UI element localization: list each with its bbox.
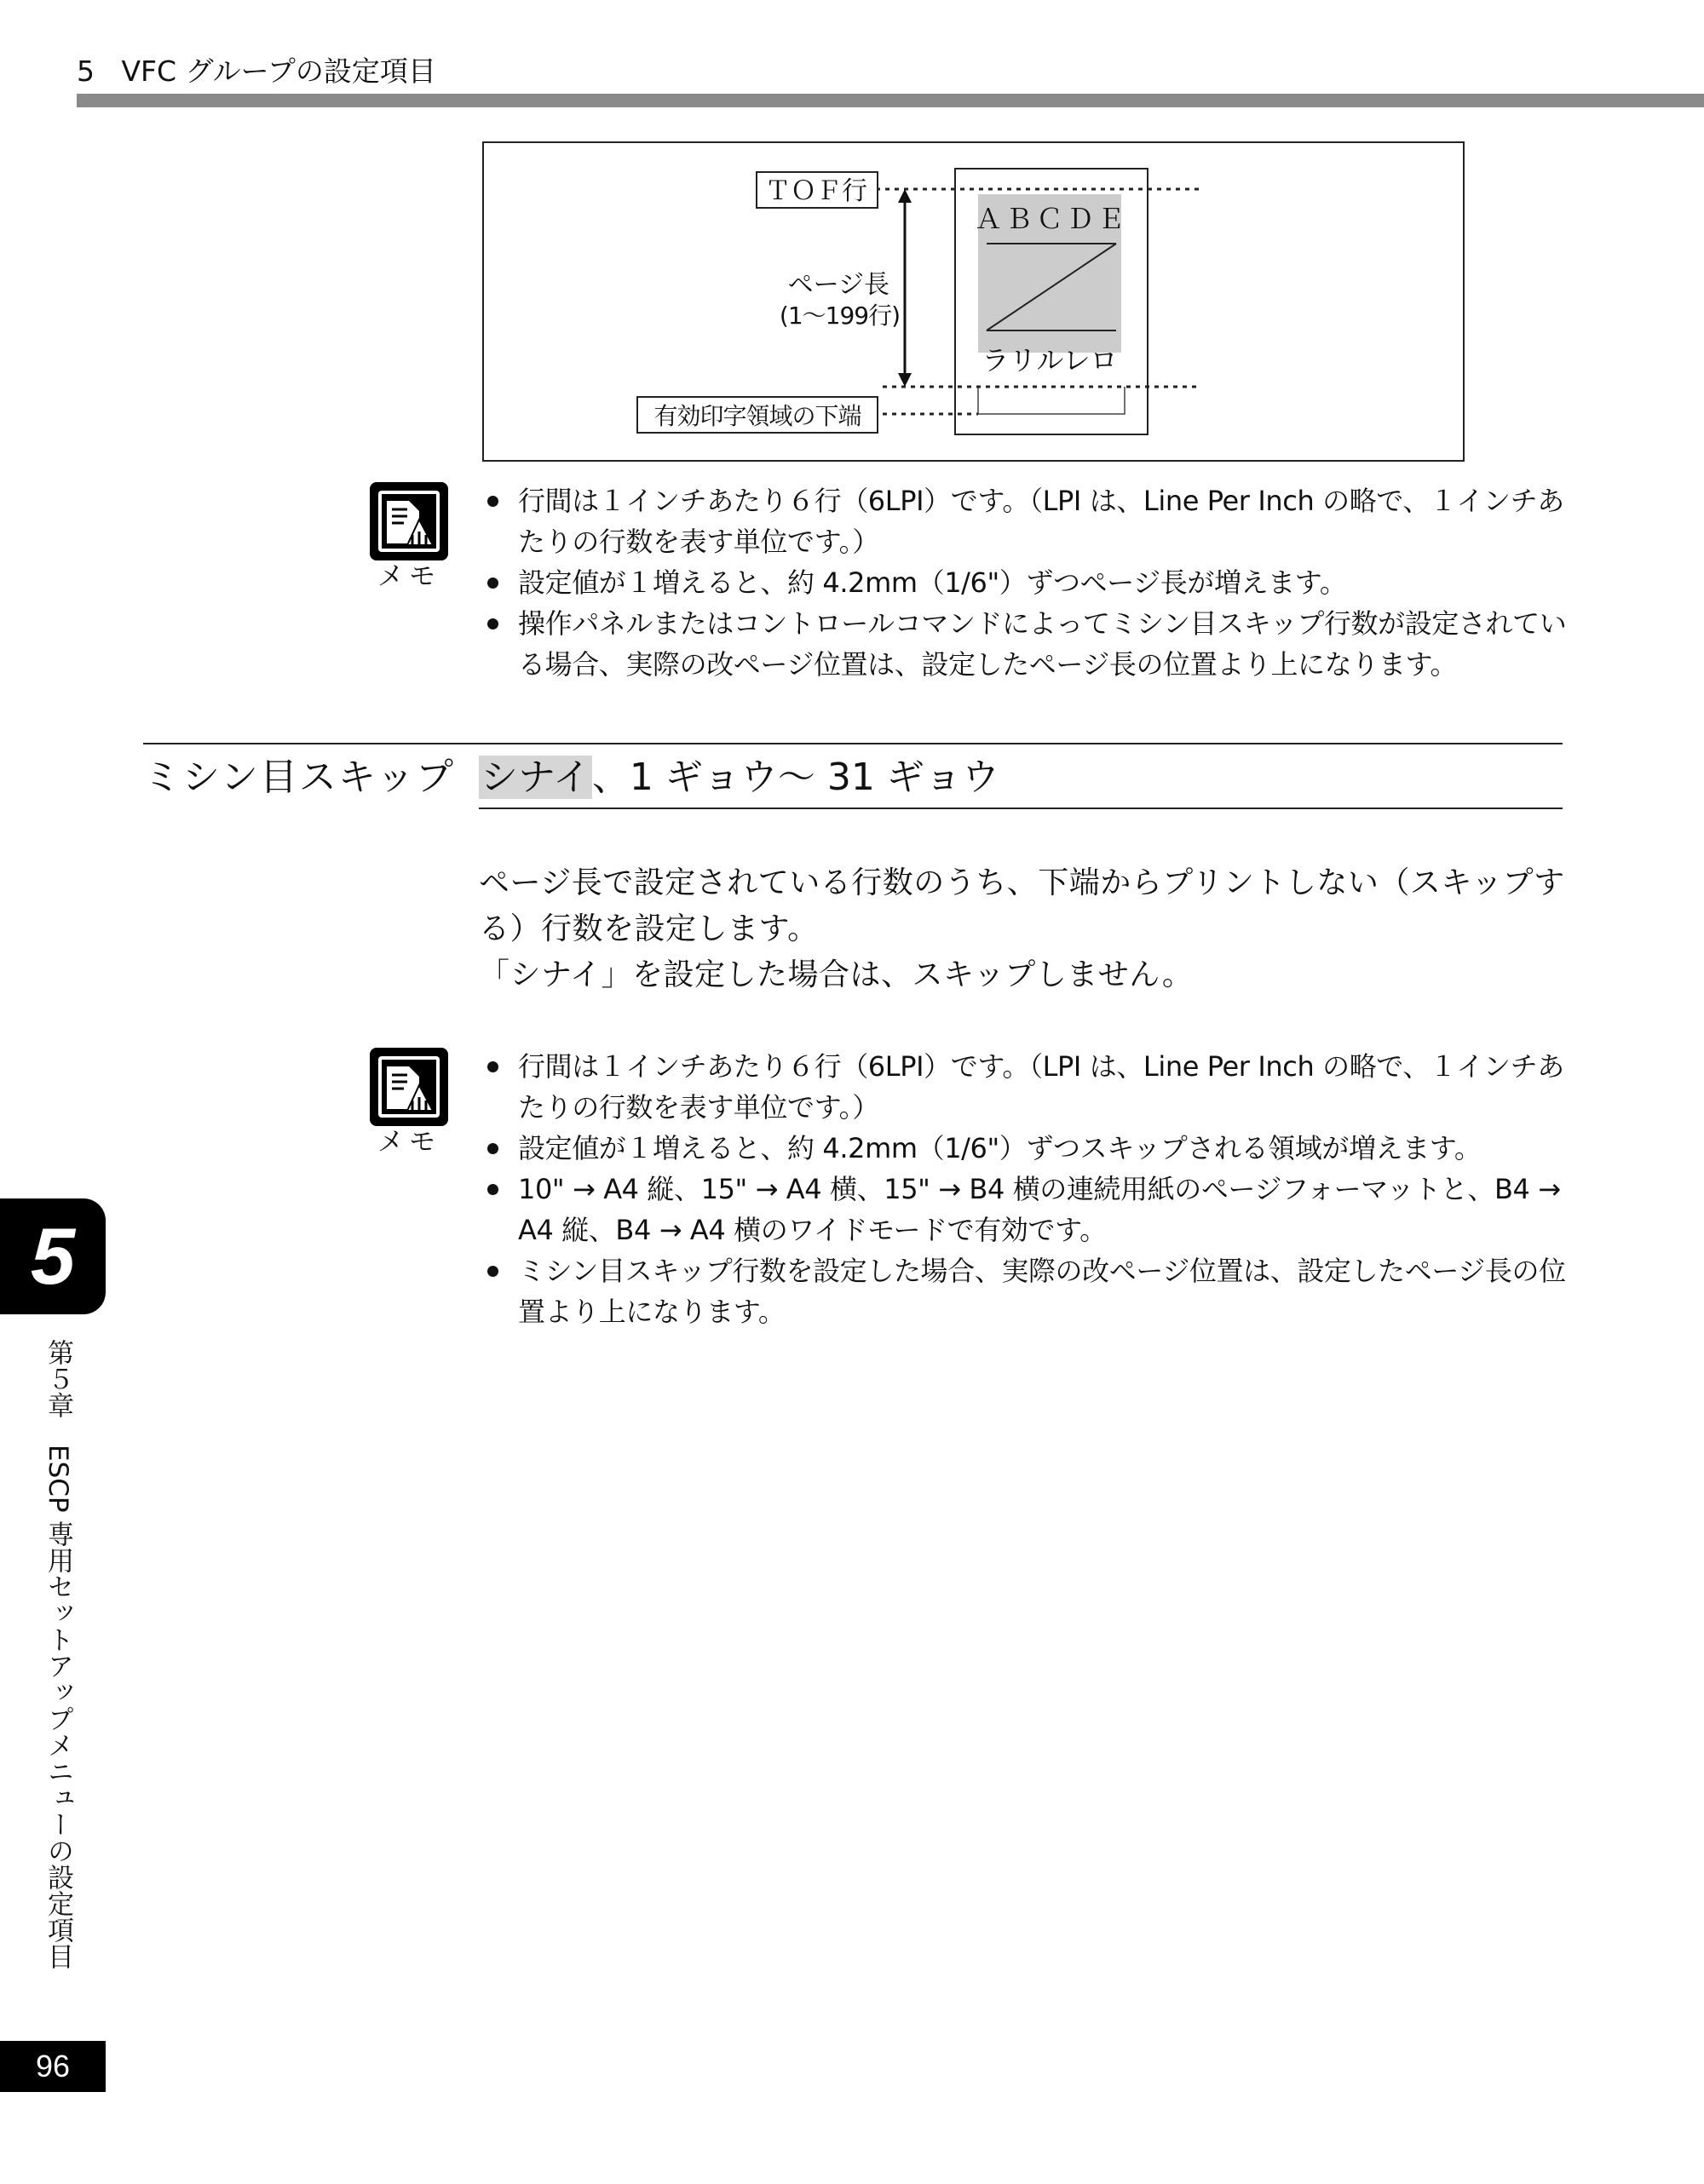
- chapter-tab: 5: [0, 1198, 106, 1314]
- tof-label: ＴＯＦ行: [765, 176, 867, 206]
- description-paragraph: 「シナイ」を設定した場合は、スキップしません。: [479, 957, 1194, 992]
- setting-rule-bottom: [479, 808, 1563, 809]
- memo-item: 行間は１インチあたり６行（6LPI）です。（LPI は、Line Per Inch の略で、１インチあたりの行数を表す単位です。）: [482, 1046, 1569, 1128]
- memo-item: 行間は１インチあたり６行（6LPI）です。（LPI は、Line Per Inch の略で、１インチあたりの行数を表す単位です。）: [482, 480, 1569, 562]
- first-print-line: ＡＢＣＤＥ: [974, 203, 1129, 235]
- bottom-label: 有効印字領域の下端: [653, 402, 861, 430]
- page-length-diagram: [482, 141, 1465, 462]
- page-length-range: (1～199行): [779, 302, 900, 330]
- description-paragraph: ページ長で設定されている行数のうち、下端からプリントしない（スキップする）行数を設定します。: [479, 865, 1565, 946]
- setting-values: [479, 751, 999, 804]
- memo-item: 10" → A4 縦、15" → A4 横、15" → B4 横の連続用紙のページフォーマットと、B4 → A4 縦、B4 → A4 横のワイドモードで有効です。: [482, 1169, 1569, 1250]
- setting-range-value: 、1 ギョウ～ 31 ギョウ: [591, 756, 999, 799]
- memo-item: 設定値が１増えると、約 4.2mm（1/6"）ずつスキップされる領域が増えます。: [482, 1128, 1569, 1169]
- memo-item: 操作パネルまたはコントロールコマンドによってミシン目スキップ行数が設定されている場合、実際の改ページ位置は、設定したページ長の位置より上になります。: [482, 603, 1569, 685]
- setting-name: ミシン目スキップ: [143, 756, 456, 799]
- memo-list-1: [482, 480, 1569, 685]
- memo-icon-block-1: [370, 482, 448, 593]
- memo-item: ミシン目スキップ行数を設定した場合、実際の改ページ位置は、設定したページ長の位置より上になります。: [482, 1250, 1569, 1332]
- memo-icon: [370, 482, 448, 560]
- page-length-label: ページ長: [787, 270, 889, 300]
- running-header: [77, 53, 436, 90]
- setting-default-value: シナイ: [481, 756, 590, 799]
- memo-label: メモ: [377, 1127, 440, 1158]
- memo-icon: [370, 1048, 448, 1126]
- setting-description: [479, 860, 1569, 998]
- memo-label: メモ: [377, 561, 440, 592]
- memo-item: 設定値が１増えると、約 4.2mm（1/6"）ずつページ長が増えます。: [482, 562, 1569, 603]
- memo-icon-block-2: [370, 1048, 448, 1158]
- header-bar: [77, 94, 1704, 107]
- header-chapter-number: 5: [77, 55, 95, 88]
- header-section-title: VFC グループの設定項目: [121, 55, 436, 88]
- setting-rule-top: [143, 743, 1563, 744]
- page-number: 96: [0, 2041, 106, 2092]
- last-print-line: ラリルレロ: [982, 344, 1118, 376]
- memo-list-2: [482, 1046, 1569, 1332]
- chapter-vertical-title: 第５章 ESCP 専用セットアップメニューの設定項目: [43, 1339, 73, 1970]
